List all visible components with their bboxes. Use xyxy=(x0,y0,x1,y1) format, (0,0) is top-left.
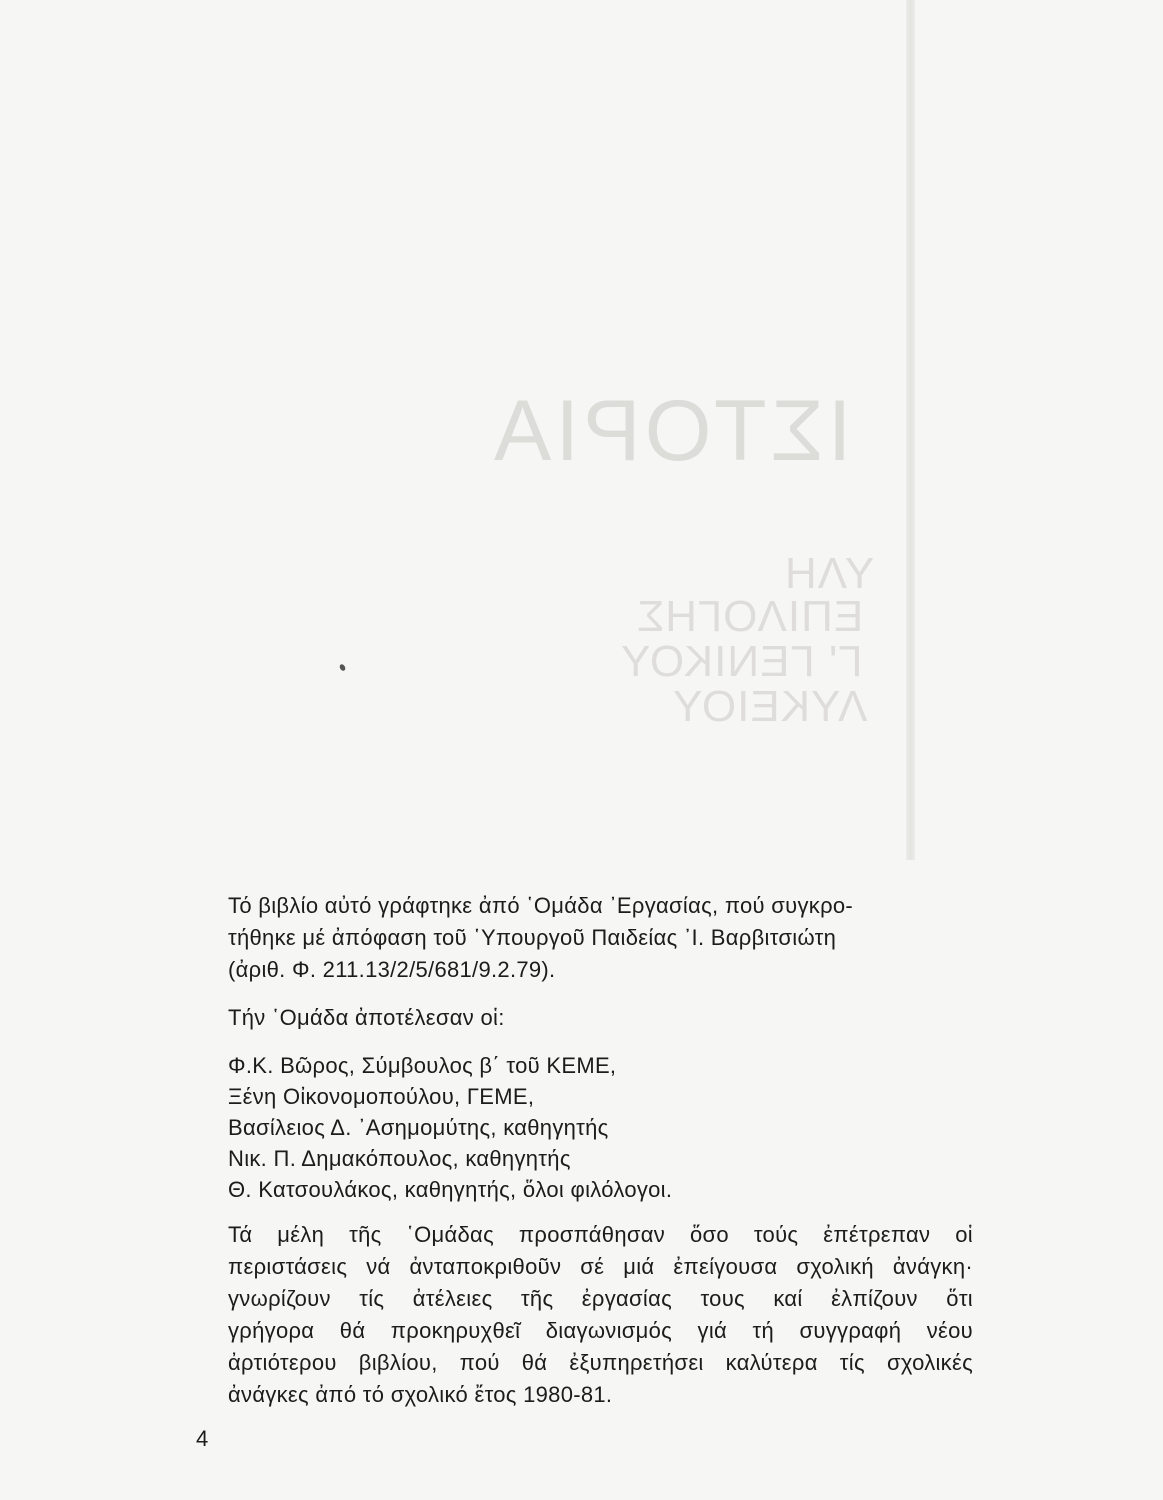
closing-line: ἀρτιότερου βιβλίου, πού θά ἐξυπηρετήσει καλύτερα τίς σχολικές xyxy=(228,1350,973,1375)
credits-text xyxy=(228,890,973,1411)
closing-line: περιστάσεις νά ἀνταποκριθοῦν σέ μιά ἐπείγουσα σχολική ἀνάγκη· xyxy=(228,1254,973,1279)
member-item: Βασίλειος Δ. ᾿Ασημομύτης, καθηγητής xyxy=(228,1115,609,1140)
intro-line: (ἀριθ. Φ. 211.13/2/5/681/9.2.79). xyxy=(228,957,556,982)
closing-paragraph xyxy=(228,1219,973,1411)
closing-line: γνωρίζουν τίς ἀτέλειες τῆς ἐργασίας τους καί ἐλπίζουν ὅτι xyxy=(228,1286,973,1311)
page-number: 4 xyxy=(196,1426,209,1451)
ink-speck xyxy=(339,663,347,672)
closing-line: Τά μέλη τῆς ῾Ομάδας προσπάθησαν ὅσο τούς ἐπέτρεπαν οἱ xyxy=(228,1222,973,1247)
closing-line: ἀνάγκες ἀπό τό σχολικό ἔτος 1980-81. xyxy=(228,1382,613,1407)
member-item: Φ.Κ. Βῶρος, Σύμβουλος β΄ τοῦ ΚΕΜΕ, xyxy=(228,1053,617,1078)
members-list xyxy=(228,1050,973,1205)
bleed-through-line: Γ' ΓΕΝΙΚΟΥ xyxy=(620,637,863,686)
member-item: Νικ. Π. Δημακόπουλος, καθηγητής xyxy=(228,1146,571,1171)
closing-line: γρήγορα θά προκηρυχθεῖ διαγωνισμός γιά τή συγγραφή νέου xyxy=(228,1318,973,1343)
bleed-through-line: ΛΥΚΕΙΟΥ xyxy=(672,682,868,731)
intro-paragraph xyxy=(228,890,973,986)
bleed-through-line: ΥΛΗ xyxy=(784,549,875,598)
member-item: Θ. Κατσουλάκος, καθηγητής, ὅλοι φιλόλογοι. xyxy=(228,1177,673,1202)
intro-line: τήθηκε μέ ἀπόφαση τοῦ ῾Υπουργοῦ Παιδείας ᾿Ι. Βαρβιτσιώτη xyxy=(228,925,837,950)
team-heading: Τήν ῾Ομάδα ἀποτέλεσαν οἱ: xyxy=(228,1005,505,1030)
member-item: Ξένη Οἰκονομοπούλου, ΓΕΜΕ, xyxy=(228,1084,535,1109)
bleed-through-rule xyxy=(906,0,915,860)
bleed-through-title: ΙΣΤΟΡΙΑ xyxy=(490,383,852,479)
intro-line: Τό βιβλίο αὐτό γράφτηκε ἀπό ῾Ομάδα ᾿Εργασίας, πού συγκρο- xyxy=(228,893,854,918)
bleed-through-line: ΕΠΙΛΟΓΗΣ xyxy=(636,592,864,641)
